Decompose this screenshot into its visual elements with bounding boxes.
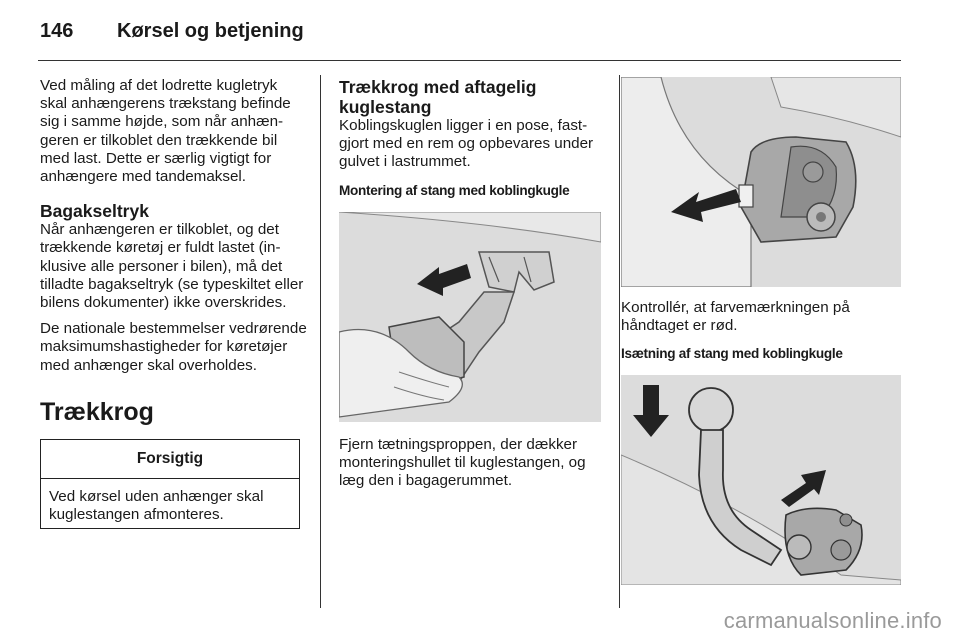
check-color-paragraph: Kontrollér, at farvemærkningen på håndtaget er rød.: [621, 299, 850, 335]
color-marking-illustration: [621, 77, 901, 287]
watermark: carmanualsonline.info: [723, 608, 942, 633]
insertion-figure-caption: Isætning af stang med koblingkugle: [621, 346, 843, 362]
caution-title: Forsigtig: [41, 440, 299, 479]
color-marking-drawing: [621, 77, 901, 287]
bagakseltryk-heading: Bagakseltryk: [40, 201, 149, 222]
ball-bar-insertion-illustration: [621, 375, 901, 585]
mounting-figure-caption: Montering af stang med koblingkugle: [339, 182, 570, 198]
speed-regulations-paragraph: De nationale bestemmelser vedrørende maksimumshastigheder for køretøjer med anhænger skal overholdes.: [40, 320, 307, 374]
traekkrog-heading: Trækkrog: [40, 397, 154, 426]
caution-box: [40, 439, 300, 529]
plug-removal-drawing: [339, 212, 601, 422]
storage-paragraph: Koblingskuglen ligger i en pose, fastgjort med en rem og opbevares under gulvet i lastrummet.: [339, 117, 594, 171]
column-divider: [320, 75, 321, 608]
ball-bar-insertion-drawing: [621, 375, 901, 585]
removable-towbar-heading: Trækkrog med aftagelig kuglestang: [339, 77, 537, 117]
column-2: [339, 77, 609, 490]
bagakseltryk-paragraph: Når anhængeren er tilkoblet, og det trækkende køretøj er fuldt lastet (inklusive alle personer i bilen), må det tilladte bagakseltryk (se typeskiltet eller bilens dokumenter) ikke overskrides.: [40, 221, 304, 312]
column-1: [40, 77, 308, 529]
column-divider: [619, 75, 620, 608]
caution-text: Ved kørsel uden anhænger skal kuglestangen afmonteres.: [49, 487, 264, 524]
page-number: 146: [40, 20, 74, 42]
header-divider: [38, 60, 901, 61]
page-title: Kørsel og betjening: [117, 20, 304, 42]
intro-paragraph: Ved måling af det lodrette kugletryk skal anhængerens trækstang befinde sig i samme højde, som når anhængeren er tilkoblet den trækkende bil med last. Dette er særlig vigtigt for anhængere med tandemaksel.: [40, 77, 291, 186]
remove-plug-paragraph: Fjern tætningsproppen, der dækker monteringshullet til kuglestangen, og læg den i bagagerummet.: [339, 435, 586, 490]
column-3: [621, 77, 903, 585]
plug-removal-illustration: [339, 212, 601, 422]
